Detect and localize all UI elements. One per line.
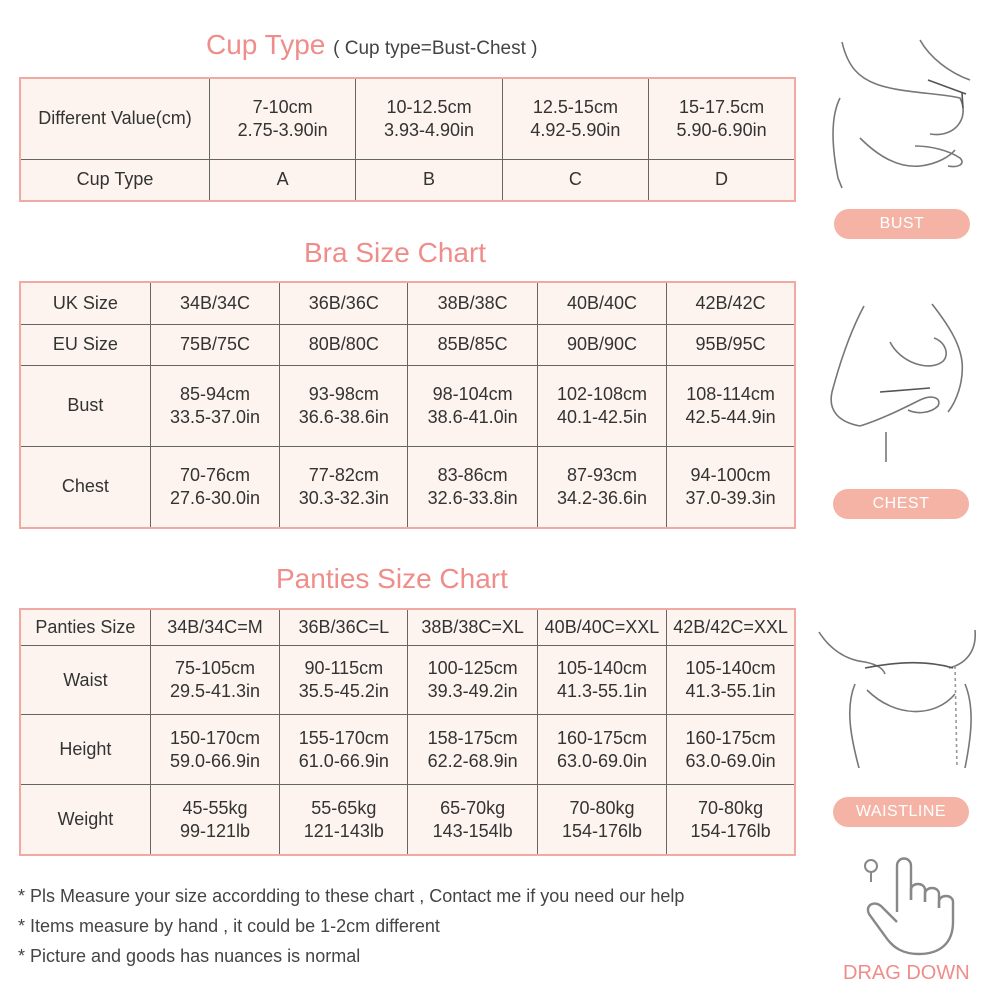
table-cell [280, 785, 408, 855]
cell-line: 143-154lb [432, 820, 513, 841]
cell-line: 75-105cm [174, 658, 256, 679]
cell-line: 121-143lb [303, 820, 384, 841]
table-cell [356, 159, 502, 201]
cell-line: 34B/34C [179, 292, 251, 313]
cell-line: 65-70kg [440, 797, 506, 818]
cell-line: 108-114cm [686, 383, 775, 404]
cell-line: 33.5-37.0in [169, 406, 261, 427]
row-label: Waist [20, 645, 150, 715]
cell-line: 42B/42C=XXL [673, 616, 788, 637]
table-cell [408, 609, 537, 645]
cell-line: 154-176lb [690, 820, 771, 841]
cell-line: 40.1-42.5in [556, 406, 648, 427]
row-label: Height [20, 715, 150, 785]
table-cell [502, 78, 648, 159]
cell-line: 70-80kg [698, 797, 764, 818]
table-cell [209, 78, 355, 159]
cup-type-title-text: Cup Type [206, 29, 326, 60]
cell-line: 40B/40C=XXL [544, 616, 660, 637]
cell-line: 70-76cm [179, 464, 250, 485]
cell-line: 93-98cm [308, 383, 379, 404]
cell-line: 63.0-69.0in [685, 750, 776, 771]
cell-line: 98-104cm [432, 383, 513, 404]
cup-type-title [206, 29, 537, 61]
cell-line: 38B/38C=XL [421, 616, 524, 637]
table-cell [649, 78, 795, 159]
table-cell [280, 645, 408, 715]
table-cell [150, 785, 279, 855]
table-cell [150, 715, 279, 785]
table-cell [667, 365, 795, 446]
cell-line: 105-140cm [556, 658, 647, 679]
row-label: Panties Size [20, 609, 150, 645]
table-cell [667, 715, 795, 785]
cell-line: 27.6-30.0in [169, 487, 261, 508]
bra-size-table [19, 281, 796, 529]
cell-line: 45-55kg [182, 797, 248, 818]
table-cell [280, 609, 408, 645]
table-row [20, 609, 795, 645]
row-label: EU Size [20, 324, 150, 365]
table-cell [537, 715, 666, 785]
cell-line: 63.0-69.0in [556, 750, 648, 771]
cell-line: 102-108cm [556, 383, 647, 404]
cell-line: 95B/95C [695, 334, 766, 355]
cell-line: 7-10cm [252, 96, 313, 117]
table-cell [667, 609, 795, 645]
table-cell [150, 446, 279, 528]
cell-line: 34B/34C=M [167, 616, 263, 637]
table-row [20, 785, 795, 855]
row-label: Weight [20, 785, 150, 855]
table-cell [408, 715, 537, 785]
cell-line: 5.90-6.90in [676, 119, 767, 140]
table-cell [150, 324, 279, 365]
cell-line: 36B/36C [308, 292, 379, 313]
cell-line: 36.6-38.6in [298, 406, 389, 427]
cell-line: 83-86cm [437, 464, 508, 485]
cell-line: 87-93cm [566, 464, 637, 485]
table-cell [537, 785, 666, 855]
table-cell [280, 446, 408, 528]
table-cell [537, 282, 666, 324]
cell-line: C [568, 169, 582, 190]
drag-down-label: DRAG DOWN [843, 962, 970, 984]
cell-line: 37.0-39.3in [685, 487, 776, 508]
cell-line: 80B/80C [308, 334, 379, 355]
cell-line: 42.5-44.9in [685, 406, 776, 427]
cell-line: 41.3-55.1in [685, 681, 776, 702]
cell-line: 90-115cm [304, 658, 384, 679]
table-row [20, 715, 795, 785]
table-cell [667, 446, 795, 528]
cup-type-table [19, 77, 796, 202]
table-cell [280, 324, 408, 365]
cell-line: 34.2-36.6in [556, 487, 648, 508]
table-cell [667, 645, 795, 715]
cell-line: 35.5-45.2in [298, 681, 389, 702]
table-cell [537, 324, 666, 365]
note-1: * Pls Measure your size accordding to these chart , Contact me if you need our help [18, 886, 685, 906]
table-cell [150, 365, 279, 446]
cell-line: 155-170cm [298, 727, 389, 748]
cell-line: 70-80kg [569, 797, 635, 818]
table-cell [280, 282, 408, 324]
table-cell [537, 609, 666, 645]
table-cell [502, 159, 648, 201]
table-row [20, 645, 795, 715]
panties-size-table [19, 608, 796, 856]
table-cell [408, 785, 537, 855]
cell-line: 12.5-15cm [532, 96, 618, 117]
cup-type-subtitle: ( Cup type=Bust-Chest ) [333, 38, 538, 59]
cell-line: 36B/36C=L [298, 616, 390, 637]
cell-line: 160-175cm [685, 727, 776, 748]
cell-line: D [715, 169, 729, 190]
cell-line: 15-17.5cm [679, 96, 765, 117]
cell-line: 75B/75C [179, 334, 251, 355]
bust-measure-illustration [820, 38, 980, 198]
panties-size-chart-title: Panties Size Chart [276, 563, 508, 594]
cell-line: 77-82cm [308, 464, 379, 485]
table-row [20, 324, 795, 365]
row-label: Cup Type [20, 159, 209, 201]
cell-line: 29.5-41.3in [169, 681, 261, 702]
table-cell [408, 282, 537, 324]
table-cell [667, 324, 795, 365]
cell-line: 100-125cm [427, 658, 518, 679]
table-cell [280, 365, 408, 446]
table-cell [209, 159, 355, 201]
cell-line: 160-175cm [556, 727, 647, 748]
table-row [20, 365, 795, 446]
cell-line: 59.0-66.9in [169, 750, 261, 771]
table-cell [280, 715, 408, 785]
chest-label: CHEST [833, 489, 969, 519]
cell-line: 4.92-5.90in [530, 119, 621, 140]
cell-line: 41.3-55.1in [556, 681, 648, 702]
cell-line: A [276, 169, 289, 190]
table-cell [150, 645, 279, 715]
cell-line: 99-121lb [179, 820, 251, 841]
cell-line: 10-12.5cm [386, 96, 472, 117]
cell-line: 38B/38C [437, 292, 508, 313]
cell-line: 94-100cm [690, 464, 771, 485]
table-row [20, 446, 795, 528]
table-cell [537, 365, 666, 446]
cell-line: 85B/85C [437, 334, 508, 355]
row-label: Different Value(cm) [20, 78, 209, 159]
cell-line: 38.6-41.0in [427, 406, 518, 427]
cell-line: 32.6-33.8in [427, 487, 518, 508]
cell-line: 158-175cm [427, 727, 518, 748]
table-row [20, 282, 795, 324]
cell-line: 150-170cm [169, 727, 261, 748]
table-cell [537, 446, 666, 528]
table-cell [356, 78, 502, 159]
cell-line: 85-94cm [179, 383, 250, 404]
table-cell [408, 324, 537, 365]
table-cell [649, 159, 795, 201]
cell-line: 42B/42C [695, 292, 766, 313]
cell-line: 105-140cm [685, 658, 776, 679]
cell-line: 62.2-68.9in [427, 750, 518, 771]
note-2: * Items measure by hand , it could be 1-2cm different [18, 916, 440, 936]
bust-label: BUST [834, 209, 970, 239]
table-cell [667, 282, 795, 324]
cell-line: 2.75-3.90in [237, 119, 328, 140]
row-label: Bust [20, 365, 150, 446]
table-cell [408, 446, 537, 528]
waist-measure-illustration [815, 628, 985, 773]
row-label: Chest [20, 446, 150, 528]
notes [18, 882, 684, 972]
table-row [20, 78, 795, 159]
chest-measure-illustration [820, 302, 980, 467]
note-3: * Picture and goods has nuances is normal [18, 946, 361, 966]
cell-line: 3.93-4.90in [384, 119, 475, 140]
cell-line: 40B/40C [566, 292, 637, 313]
table-cell [150, 609, 279, 645]
table-cell [667, 785, 795, 855]
cell-line: 30.3-32.3in [298, 487, 389, 508]
table-cell [408, 365, 537, 446]
table-cell [150, 282, 279, 324]
cell-line: 55-65kg [311, 797, 377, 818]
table-row [20, 159, 795, 201]
cell-line: 61.0-66.9in [298, 750, 389, 771]
cell-line: 90B/90C [566, 334, 637, 355]
waistline-label: WAISTLINE [833, 797, 969, 827]
table-cell [408, 645, 537, 715]
hand-pointer-icon [857, 852, 962, 957]
bra-size-chart-title: Bra Size Chart [304, 237, 487, 268]
row-label: UK Size [20, 282, 150, 324]
table-cell [537, 645, 666, 715]
cell-line: B [423, 169, 436, 190]
cell-line: 154-176lb [561, 820, 643, 841]
cell-line: 39.3-49.2in [427, 681, 518, 702]
